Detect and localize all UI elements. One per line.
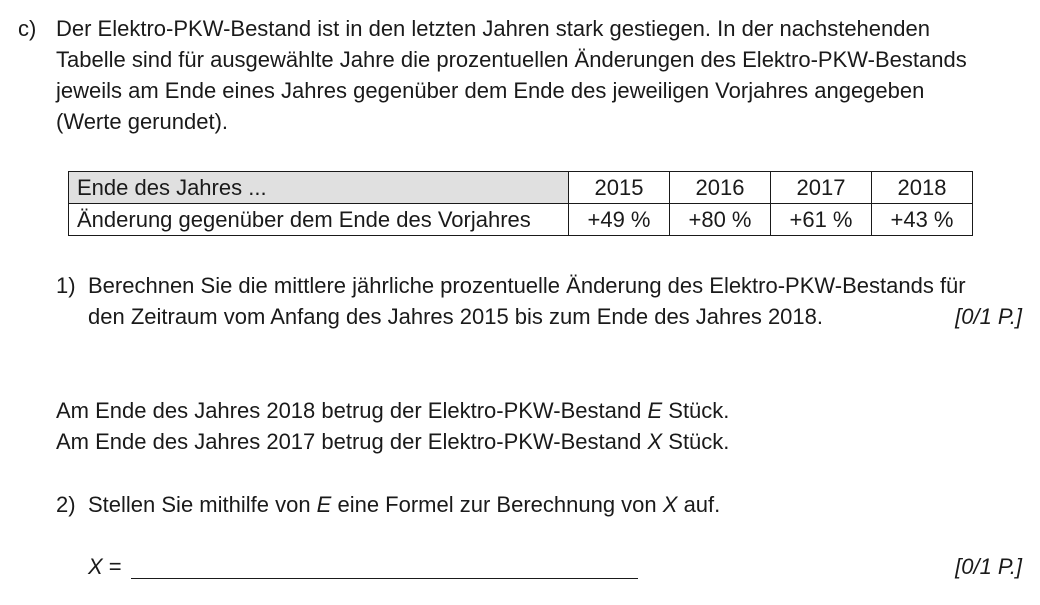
statement-e-text: Am Ende des Jahres 2018 betrug der Elektro-PKW-Bestand	[56, 398, 648, 423]
change-cell: +61 %	[771, 204, 872, 236]
subtask-2-number: 2)	[56, 492, 76, 517]
variable-x: X	[662, 492, 678, 517]
formula-prompt	[88, 551, 122, 582]
year-cell: 2018	[872, 172, 973, 204]
year-cell: 2016	[670, 172, 771, 204]
task-intro	[56, 13, 1026, 137]
statement-e	[56, 395, 729, 426]
row-header-changes: Änderung gegenüber dem Ende des Vorjahres	[69, 204, 569, 236]
subtask-1-line: den Zeitraum vom Anfang des Jahres 2015 bis zum Ende des Jahres 2018.	[88, 304, 823, 329]
task-label: c)	[18, 16, 37, 41]
intro-line: (Werte gerundet).	[56, 109, 229, 134]
statement-x-tail: Stück.	[662, 429, 730, 454]
change-cell: +49 %	[569, 204, 670, 236]
change-cell: +43 %	[872, 204, 973, 236]
formula-equals: =	[102, 554, 122, 579]
subtask-2-text-c: auf.	[677, 492, 721, 517]
intro-line: jeweils am Ende eines Jahres gegenüber dem Ende des jeweiligen Vorjahres angegeben	[56, 78, 925, 103]
table-row-changes	[69, 204, 973, 236]
subtask-1-line: Berechnen Sie die mittlere jährliche prozentuelle Änderung des Elektro-PKW-Bestands für	[88, 273, 966, 298]
year-cell: 2015	[569, 172, 670, 204]
table-row-years	[69, 172, 973, 204]
subtask-1-points: [0/1 P.]	[955, 304, 1022, 329]
variable-e: E	[647, 398, 663, 423]
subtask-1-text	[88, 270, 1023, 332]
subtask-1-number: 1)	[56, 273, 76, 298]
subtask-2-points: [0/1 P.]	[955, 554, 1022, 579]
variable-e: E	[316, 492, 332, 517]
intro-line: Der Elektro-PKW-Bestand ist in den letzten Jahren stark gestiegen. In der nachstehenden	[56, 16, 930, 41]
statement-e-tail: Stück.	[662, 398, 730, 423]
answer-line[interactable]	[131, 578, 638, 579]
subtask-2-text	[88, 489, 1023, 520]
data-table	[68, 171, 973, 236]
statement-x	[56, 426, 729, 457]
statement-x-text: Am Ende des Jahres 2017 betrug der Elektro-PKW-Bestand	[56, 429, 648, 454]
subtask-2-text-a: Stellen Sie mithilfe von	[88, 492, 317, 517]
row-header-years: Ende des Jahres ...	[69, 172, 569, 204]
intro-line: Tabelle sind für ausgewählte Jahre die prozentuellen Änderungen des Elektro-PKW-Bestands	[56, 47, 967, 72]
change-cell: +80 %	[670, 204, 771, 236]
subtask-2-text-b: eine Formel zur Berechnung von	[331, 492, 663, 517]
variable-x: X	[647, 429, 663, 454]
formula-variable: X	[88, 554, 103, 579]
year-cell: 2017	[771, 172, 872, 204]
